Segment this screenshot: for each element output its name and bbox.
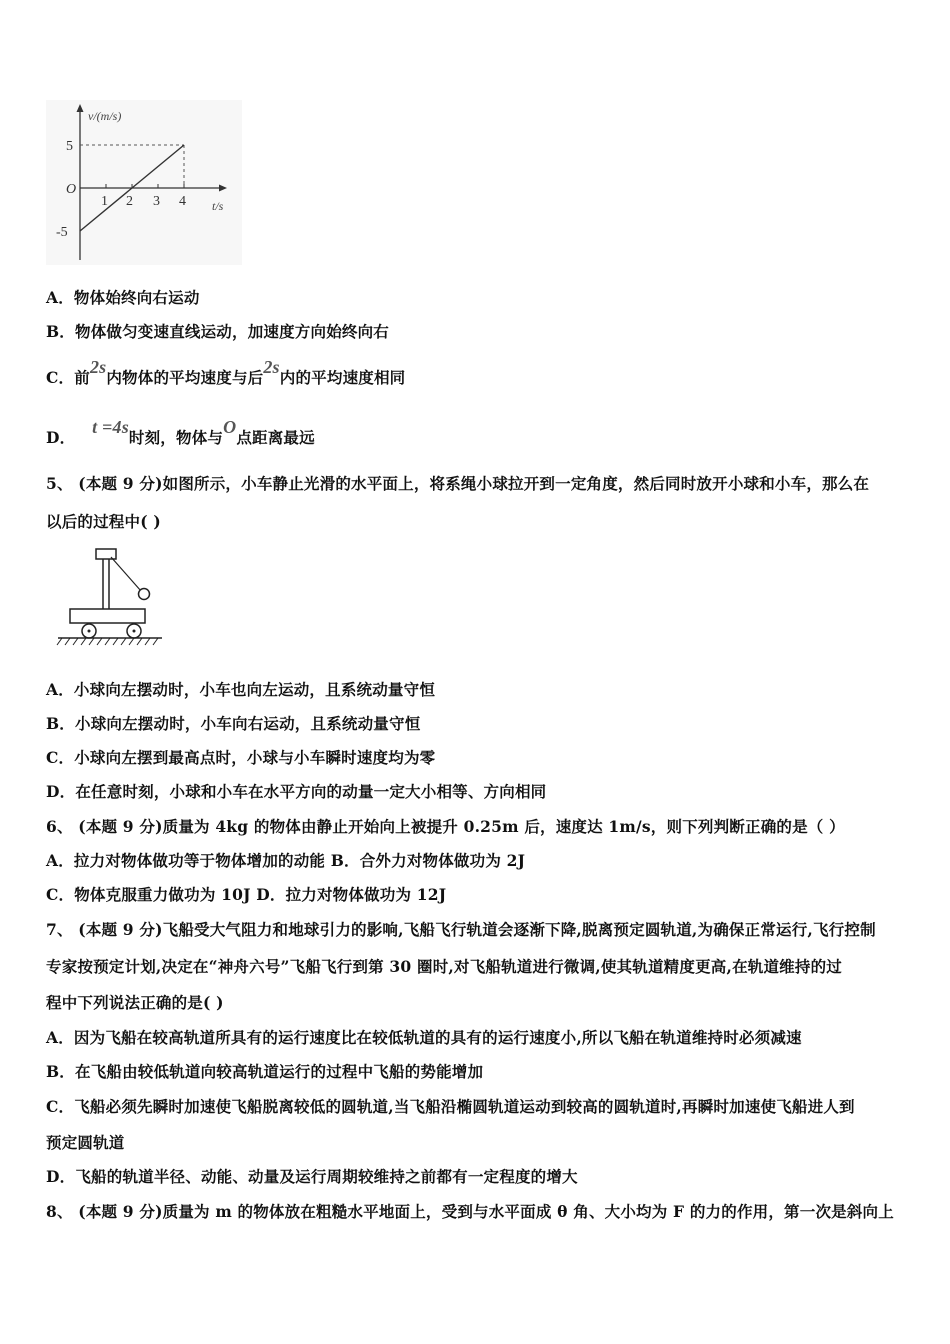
q5-option-a: A．小球向左摆动时，小车也向左运动，且系统动量守恒 (46, 680, 436, 699)
q5-stem-line2: 以后的过程中( ) (46, 512, 161, 531)
q4-option-b: B．物体做匀变速直线运动，加速度方向始终向右 (46, 322, 390, 341)
q6-options-ab: A．拉力对物体做功等于物体增加的动能 B．合外力对物体做功为 2J (46, 851, 526, 870)
q8-stem-line1: 8、 (本题 9 分)质量为 m 的物体放在粗糙水平地面上，受到与水平面成 θ 角、大小均为 F 的力的作用，第一次是斜向上 (46, 1202, 894, 1221)
q4-option-c: C．前2s内物体的平均速度与后2s内的平均速度相同 (46, 357, 406, 387)
y-tick-neg5: -5 (56, 225, 68, 240)
origin-label: O (66, 182, 77, 197)
q5-option-d: D．在任意时刻，小球和小车在水平方向的动量一定大小相等、方向相同 (46, 782, 547, 801)
q7-option-d: D．飞船的轨道半径、动能、动量及运行周期较维持之前都有一定程度的增大 (46, 1167, 578, 1186)
q4-option-d: D． t =4s时刻，物体与O点距离最远 (46, 417, 315, 447)
q5-option-c: C．小球向左摆到最高点时，小球与小车瞬时速度均为零 (46, 748, 436, 767)
y-axis-label: v/(m/s) (88, 109, 122, 123)
x-tick-4: 4 (179, 194, 186, 209)
pendulum-string (111, 557, 141, 591)
x-tick-1: 1 (101, 194, 108, 209)
math-t-4s: t =4s (92, 417, 129, 437)
y-tick-5: 5 (66, 139, 73, 154)
q6-options-cd: C．物体克服重力做功为 10J D．拉力对物体做功为 12J (46, 885, 447, 904)
velocity-time-graph (46, 100, 242, 265)
q5-option-b: B．小球向左摆动时，小车向右运动，且系统动量守恒 (46, 714, 421, 733)
q7-stem-line3: 程中下列说法正确的是( ) (46, 993, 224, 1012)
q7-stem-line2: 专家按预定计划,决定在“神舟六号”飞船飞行到第 30 圈时,对飞船轨道进行微调,使其轨道精度更高,在轨道维持的过 (46, 957, 842, 976)
x-tick-2: 2 (126, 194, 133, 209)
x-tick-3: 3 (153, 194, 160, 209)
q4-option-a: A．物体始终向右运动 (46, 288, 200, 307)
pendulum-ball (139, 589, 150, 600)
x-axis-label: t/s (212, 199, 224, 213)
q6-stem: 6、 (本题 9 分)质量为 4kg 的物体由静止开始向上被提升 0.25m 后，速度达 1m/s，则下列判断正确的是（ ） (46, 817, 845, 836)
q7-stem-line1: 7、 (本题 9 分)飞船受大气阻力和地球引力的影响,飞船飞行轨道会逐渐下降,脱离预定圆轨道,为确保正常运行,飞行控制 (46, 920, 876, 939)
q7-option-c-line2: 预定圆轨道 (46, 1133, 125, 1152)
q7-option-a: A．因为飞船在较高轨道所具有的运行速度比在较低轨道的具有的运行速度小,所以飞船在轨道维持时必须减速 (46, 1028, 802, 1047)
cart-pendulum-figure (54, 545, 169, 650)
q5-stem-line1: 5、 (本题 9 分)如图所示，小车静止光滑的水平面上，将系绳小球拉开到一定角度，然后同时放开小球和小车，那么在 (46, 474, 870, 493)
math-o: O (223, 417, 237, 437)
q7-option-b: B．在飞船由较低轨道向较高轨道运行的过程中飞船的势能增加 (46, 1062, 484, 1081)
math-2s: 2s (263, 357, 280, 377)
q7-option-c-line1: C．飞船必须先瞬时加速使飞船脱离较低的圆轨道,当飞船沿椭圆轨道运动到较高的圆轨道时,再瞬时加速使飞船进人到 (46, 1097, 855, 1116)
cart-body (70, 609, 145, 623)
math-2s: 2s (89, 357, 107, 377)
